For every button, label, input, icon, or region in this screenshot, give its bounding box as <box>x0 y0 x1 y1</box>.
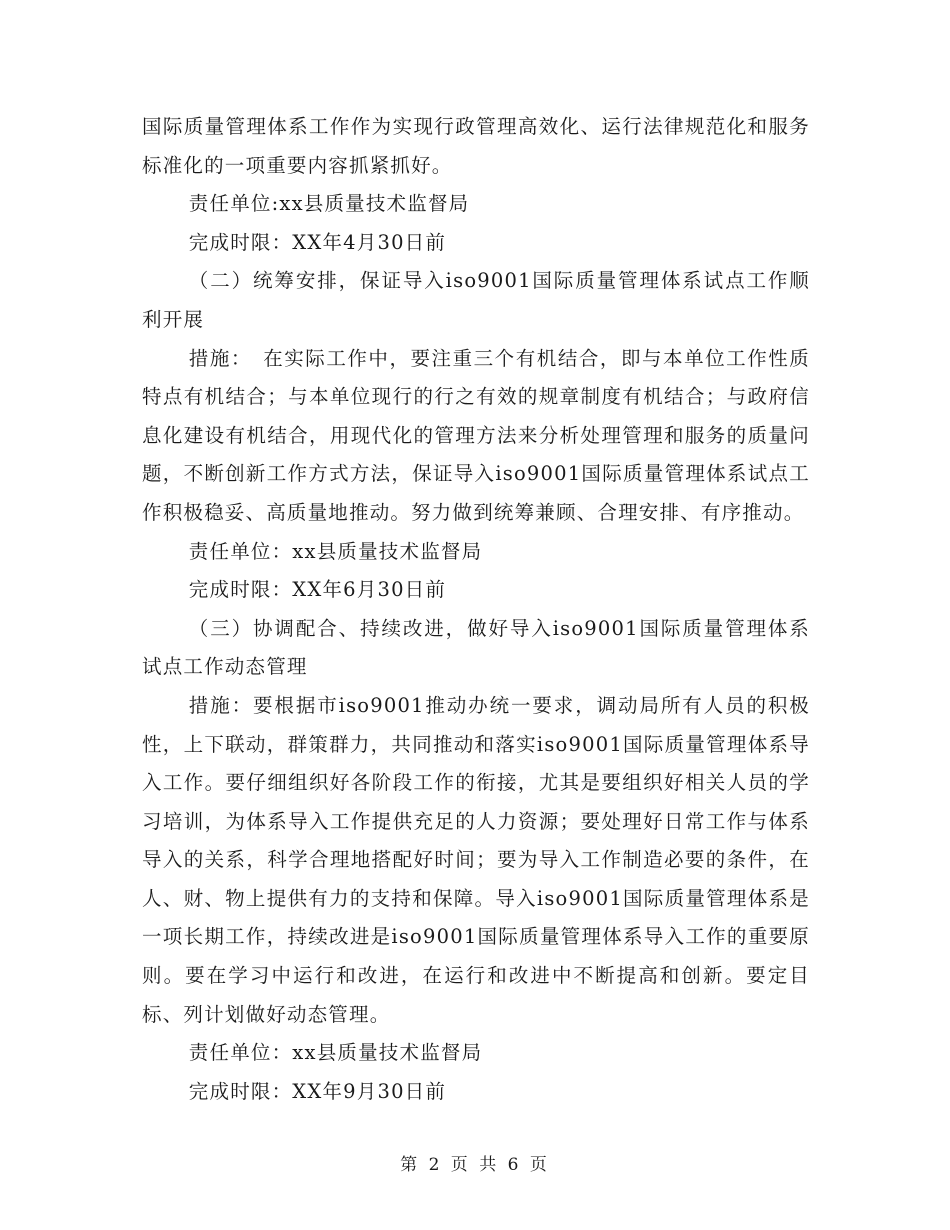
responsible-unit-2: 责任单位：xx县质量技术监督局 <box>188 539 483 563</box>
measures-paragraph-3: 措施：要根据市iso9001推动办统一要求，调动局所有人员的积极性，上下联动，群策群力，共同推动和落实iso9001国际质量管理体系导入工作。要仔细组织好各阶段工作的衔接，尤其是要组织好相关人员的学习培训，为体系导入工作提供充足的人力资源；要处理好日常工作与体系导入的关系，科学合理地搭配好时间；要为导入工作制造必要的条件，在人、财、物上提供有力的支持和保障。导入iso9001国际质量管理体系是一项长期工作，持续改进是iso9001国际质量管理体系导入工作的重要原则。要在学习中运行和改进，在运行和改进中不断提高和创新。要定目标、列计划做好动态管理。 <box>142 693 810 1026</box>
page-number-footer: 第 2 页 共 6 页 <box>400 1155 550 1175</box>
deadline-3: 完成时限：XX年9月30日前 <box>188 1079 447 1103</box>
paragraph-continuation: 国际质量管理体系工作作为实现行政管理高效化、运行法律规范化和服务标准化的一项重要内容抓紧抓好。 <box>142 115 810 177</box>
deadline-2: 完成时限：XX年6月30日前 <box>188 578 447 602</box>
section-heading-2: （二）统筹安排，保证导入iso9001国际质量管理体系试点工作顺利开展 <box>142 269 810 331</box>
document-body <box>142 108 810 1111</box>
measures-paragraph-2: 措施： 在实际工作中，要注重三个有机结合，即与本单位工作性质特点有机结合；与本单位现行的行之有效的规章制度有机结合；与政府信息化建设有机结合，用现代化的管理方法来分析处理管理和服务的质量问题，不断创新工作方式方法，保证导入iso9001国际质量管理体系试点工作积极稳妥、高质量地推动。努力做到统筹兼顾、合理安排、有序推动。 <box>142 346 810 524</box>
responsible-unit-3: 责任单位：xx县质量技术监督局 <box>188 1041 483 1065</box>
responsible-unit-1: 责任单位:xx县质量技术监督局 <box>188 192 470 216</box>
section-heading-3: （三）协调配合、持续改进，做好导入iso9001国际质量管理体系试点工作动态管理 <box>142 616 810 679</box>
deadline-1: 完成时限：XX年4月30日前 <box>188 230 447 254</box>
